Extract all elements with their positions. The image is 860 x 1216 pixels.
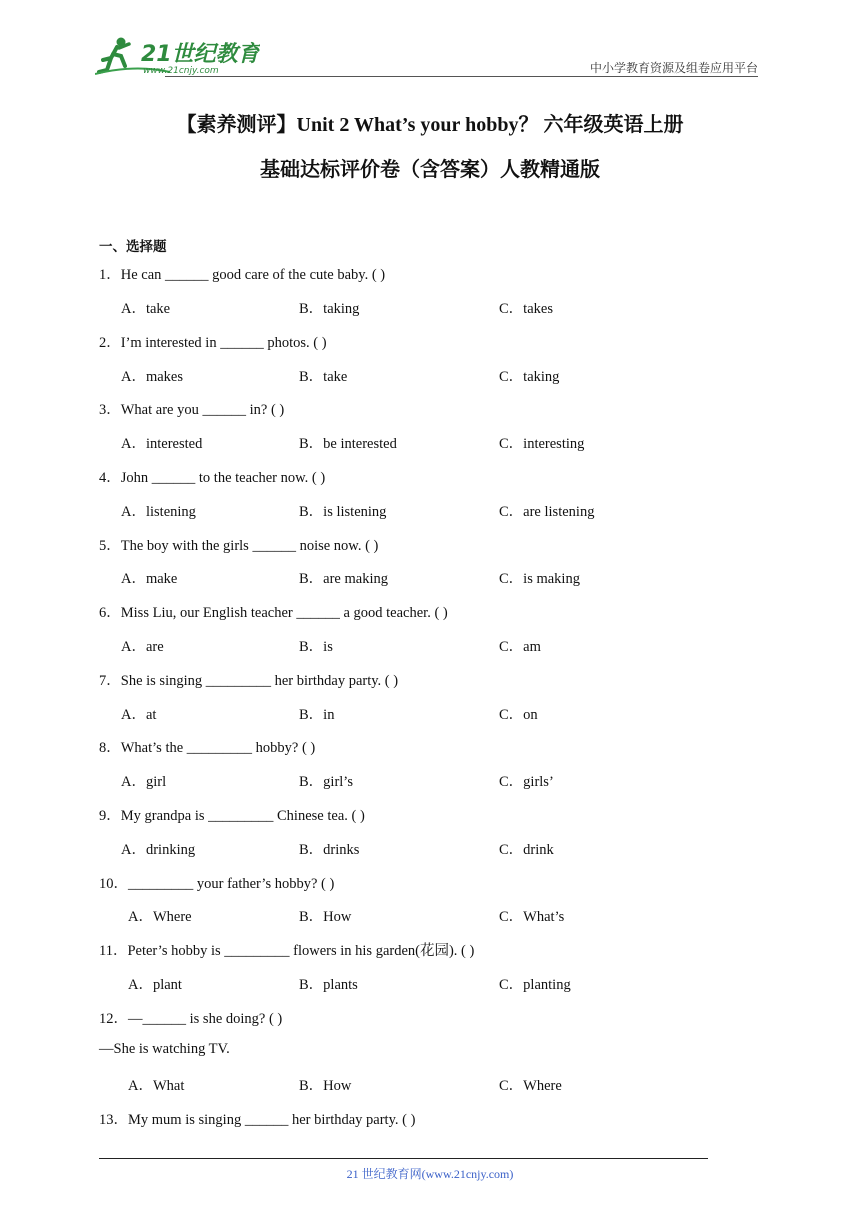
- option-b: B．drinks: [299, 842, 360, 858]
- option-c: C．girls’: [499, 774, 554, 790]
- option-b: B．girl’s: [299, 774, 353, 790]
- doc-title-line2: 基础达标评价卷（含答案）人教精通版: [260, 159, 600, 181]
- option-a: A．listening: [121, 504, 196, 520]
- option-b: B．taking: [299, 301, 360, 317]
- section-heading: 一、选择题: [99, 239, 167, 255]
- option-a: A．at: [121, 707, 157, 723]
- question-stem: 12．—______ is she doing? ( ): [99, 1011, 283, 1027]
- option-a: A．Where: [128, 909, 192, 925]
- option-b: B．is: [299, 639, 333, 655]
- question-stem: 11．Peter’s hobby is _________ flowers in his garden(花园). ( ): [99, 943, 475, 959]
- option-a: A．plant: [128, 977, 182, 993]
- question-stem: 8．What’s the _________ hobby? ( ): [99, 740, 316, 756]
- option-c: C．What’s: [499, 909, 565, 925]
- option-b: B．How: [299, 1078, 352, 1094]
- option-b: B．be interested: [299, 436, 397, 452]
- footer-text: 21 世纪教育网(www.21cnjy.com): [346, 1167, 514, 1181]
- question-stem: 3．What are you ______ in? ( ): [99, 402, 285, 418]
- option-a: A．take: [121, 301, 171, 317]
- doc-title-line1: 【素养测评】Unit 2 What’s your hobby？ 六年级英语上册: [176, 114, 684, 136]
- option-b: B．take: [299, 369, 348, 385]
- question-stem: 1．He can ______ good care of the cute baby. ( ): [99, 267, 386, 283]
- option-a: A．drinking: [121, 842, 196, 858]
- option-c: C．planting: [499, 977, 571, 993]
- option-c: C．takes: [499, 301, 553, 317]
- svg-text:www.21cnjy.com: www.21cnjy.com: [143, 66, 219, 76]
- option-b: B．are making: [299, 571, 388, 587]
- option-c: C．Where: [499, 1078, 562, 1094]
- option-c: C．am: [499, 639, 541, 655]
- question-stem: 10．_________ your father’s hobby? ( ): [99, 876, 335, 892]
- question-stem: 6．Miss Liu, our English teacher ______ a good teacher. ( ): [99, 605, 448, 621]
- option-b: B．How: [299, 909, 352, 925]
- option-a: A．girl: [121, 774, 167, 790]
- option-c: C．taking: [499, 369, 560, 385]
- option-c: C．are listening: [499, 504, 595, 520]
- header-divider: [165, 76, 758, 77]
- option-c: C．interesting: [499, 436, 585, 452]
- option-a: A．make: [121, 571, 178, 587]
- footer-divider: [99, 1158, 708, 1159]
- option-a: A．interested: [121, 436, 203, 452]
- site-logo: [95, 34, 260, 78]
- platform-tagline: 中小学教育资源及组卷应用平台: [589, 61, 758, 75]
- option-c: C．drink: [499, 842, 554, 858]
- page-header: [95, 34, 758, 80]
- option-a: A．are: [121, 639, 164, 655]
- option-a: A．What: [128, 1078, 185, 1094]
- option-b: B．plants: [299, 977, 358, 993]
- option-c: C．is making: [499, 571, 580, 587]
- question-stem: 7．She is singing _________ her birthday party. ( ): [99, 673, 399, 689]
- question-stem: 4．John ______ to the teacher now. ( ): [99, 470, 326, 486]
- question-stem: 5．The boy with the girls ______ noise now. ( ): [99, 538, 379, 554]
- option-b: B．is listening: [299, 504, 387, 520]
- question-stem-line2: —She is watching TV.: [99, 1041, 230, 1057]
- question-stem: 13．My mum is singing ______ her birthday party. ( ): [99, 1112, 416, 1128]
- question-stem: 2．I’m interested in ______ photos. ( ): [99, 335, 327, 351]
- svg-text:21世纪教育: 21世纪教育: [141, 42, 260, 67]
- option-c: C．on: [499, 707, 538, 723]
- option-a: A．makes: [121, 369, 184, 385]
- option-b: B．in: [299, 707, 335, 723]
- question-stem: 9．My grandpa is _________ Chinese tea. ( ): [99, 808, 365, 824]
